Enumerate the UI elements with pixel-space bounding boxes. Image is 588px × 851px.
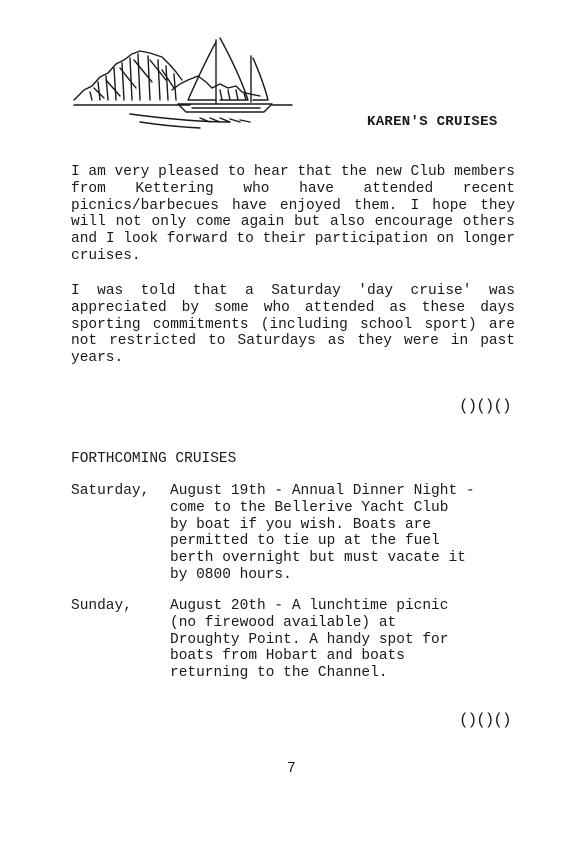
cruise-description: August 20th - A lunchtime picnic (no firewood available) at Droughty Point. A handy spot for boats from Hobart and boats returning to the Channel.: [170, 598, 449, 682]
intro-paragraph-2: I was told that a Saturday 'day cruise' was appreciated by some who attended as these days sporting commitments (including school sport) are not restricted to Saturdays as they were in past years.: [71, 283, 515, 367]
section-separator: ()()(): [459, 397, 511, 415]
sailboat-icon: [70, 30, 295, 135]
cruise-day: Sunday,: [71, 598, 132, 614]
section-title: FORTHCOMING CRUISES: [71, 451, 237, 467]
cruise-day: Saturday,: [71, 483, 150, 499]
page-number: 7: [287, 761, 296, 777]
cruise-description: August 19th - Annual Dinner Night - come to the Bellerive Yacht Club by boat if you wish. Boats are permitted to tie up at the fuel berth overnight but must vacate it by 0800 hours.: [170, 483, 475, 583]
intro-paragraph-1: I am very pleased to hear that the new Club members from Kettering who have attended recent picnics/barbecues have enjoyed them. I hope they will not only come again but also encourage others and I look forward to their participation on longer cruises.: [71, 164, 515, 264]
page-title: KAREN'S CRUISES: [367, 114, 498, 130]
section-separator: ()()(): [459, 711, 511, 729]
